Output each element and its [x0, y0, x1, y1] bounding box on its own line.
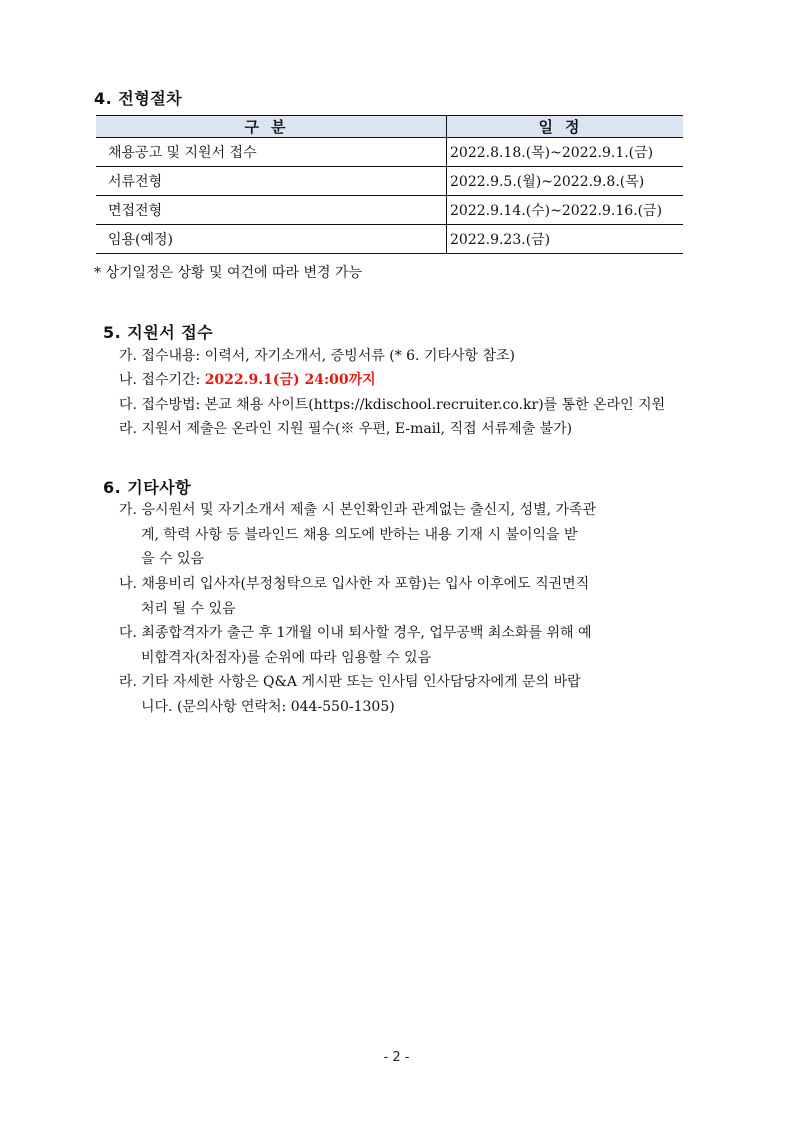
submission-item-online-only: 라. 지원서 제출은 온라인 지원 필수(※ 우편, E-mail, 직접 서류제출 불가)	[119, 421, 573, 437]
table-header-row	[96, 116, 683, 138]
other-item-contact	[119, 670, 703, 719]
page-number: - 2 -	[383, 1050, 410, 1065]
paragraph-line: 가. 응시원서 및 자기소개서 제출 시 본인확인과 관계없는 출신지, 성별, 가족관	[119, 502, 597, 518]
other-item-corruption	[119, 572, 703, 621]
table-cell-stage: 면접전형	[96, 196, 447, 225]
table-cell-stage: 임용(예정)	[96, 225, 447, 254]
other-item-blind-hiring	[119, 498, 703, 572]
paragraph-line: 나. 채용비리 입사자(부정청탁으로 입사한 자 포함)는 입사 이후에도 직권면직	[119, 576, 590, 592]
section-6-title: 6. 기타사항	[103, 478, 192, 497]
submission-period-label: 나. 접수기간:	[119, 372, 205, 388]
paragraph-line: 처리 될 수 있음	[141, 600, 236, 617]
submission-item-method: 다. 접수방법: 본교 채용 사이트(https://kdischool.recruiter.co.kr)를 통한 온라인 지원	[119, 397, 666, 413]
table-row	[96, 167, 683, 196]
table-cell-date: 2022.9.14.(수)~2022.9.16.(금)	[447, 196, 684, 225]
submission-item-content: 가. 접수내용: 이력서, 자기소개서, 증빙서류 (* 6. 기타사항 참조)	[119, 348, 516, 364]
section-4-title: 4. 전형절차	[94, 89, 183, 108]
submission-deadline-highlight: 2022.9.1(금) 24:00까지	[204, 372, 376, 388]
table-header-schedule: 일정	[447, 116, 684, 138]
table-row	[96, 225, 683, 254]
section-5-title: 5. 지원서 접수	[103, 323, 214, 342]
paragraph-line: 라. 기타 자세한 사항은 Q&A 게시판 또는 인사팀 인사담당자에게 문의 바랍	[119, 674, 581, 690]
table-header-category: 구분	[96, 116, 447, 138]
table-cell-date: 2022.8.18.(목)~2022.9.1.(금)	[447, 138, 684, 167]
submission-item-period	[119, 368, 376, 393]
schedule-table	[96, 115, 683, 254]
paragraph-line: 을 수 있음	[141, 551, 204, 567]
paragraph-line: 다. 최종합격자가 출근 후 1개월 이내 퇴사할 경우, 업무공백 최소화를 위해 예	[119, 625, 592, 641]
table-cell-date: 2022.9.23.(금)	[447, 225, 684, 254]
schedule-note: * 상기일정은 상황 및 여건에 따라 변경 가능	[94, 265, 363, 281]
table-cell-stage: 채용공고 및 지원서 접수	[96, 138, 447, 167]
paragraph-line: 비합격자(차점자)를 순위에 따라 임용할 수 있음	[141, 649, 432, 666]
table-row	[96, 196, 683, 225]
other-item-reserve-candidates	[119, 621, 703, 670]
table-cell-stage: 서류전형	[96, 167, 447, 196]
table-cell-date: 2022.9.5.(월)~2022.9.8.(목)	[447, 167, 684, 196]
paragraph-line: 니다. (문의사항 연락처: 044-550-1305)	[141, 698, 395, 715]
table-row	[96, 138, 683, 167]
paragraph-line: 계, 학력 사항 등 블라인드 채용 의도에 반하는 내용 기재 시 불이익을 받	[141, 526, 578, 543]
